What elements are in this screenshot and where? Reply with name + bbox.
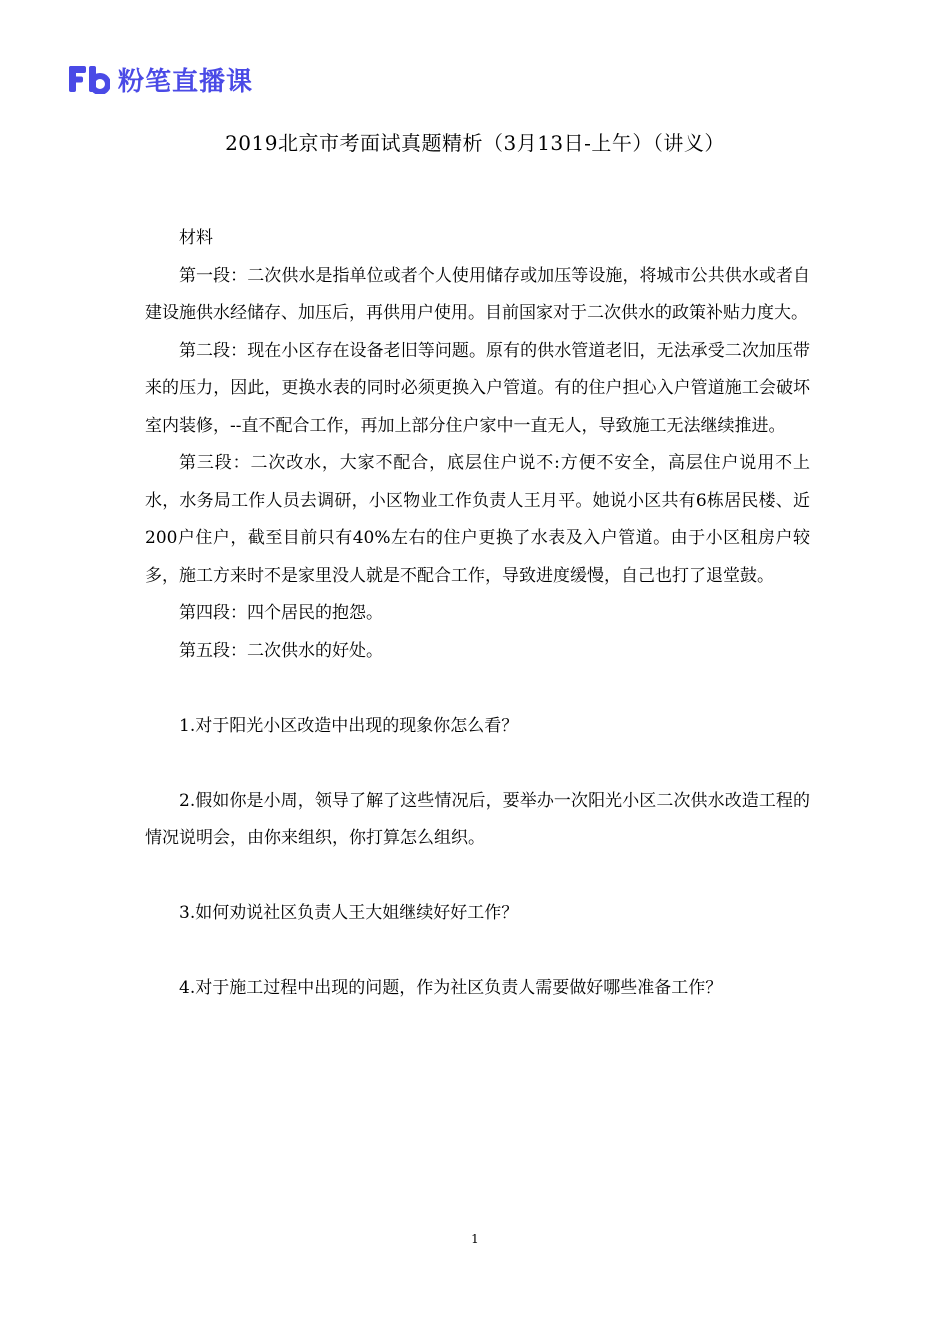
- paragraph: 第三段：二次改水，大家不配合，底层住户说不:方便不安全，高层住户说用不上水，水务局工作人员去调研，小区物业工作负责人王月平。她说小区共有6栋居民楼、近200户住户，截至目前只有40%左右的住户更换了水表及入户管道。由于小区租房户较多，施工方来时不是家里没人就是不配合工作，导致进度缓慢，自己也打了退堂鼓。: [145, 453, 810, 586]
- paragraph: 第一段：二次供水是指单位或者个人使用储存或加压等设施，将城市公共供水或者自建设施供水经储存、加压后，再供用户使用。目前国家对于二次供水的政策补贴力度大。: [145, 265, 810, 323]
- paragraph: 第四段：四个居民的抱怨。: [179, 603, 383, 623]
- brand-logo: [68, 62, 253, 96]
- question: 1.对于阳光小区改造中出现的现象你怎么看？: [179, 715, 519, 736]
- question: 2.假如你是小周，领导了解了这些情况后，要举办一次阳光小区二次供水改造工程的情况说明会，由你来组织，你打算怎么组织。: [145, 790, 810, 848]
- brand-name: 粉笔直播课: [118, 66, 254, 97]
- paragraph: 第二段：现在小区存在设备老旧等问题。原有的供水管道老旧，无法承受二次加压带来的压力，因此，更换水表的同时必须更换入户管道。有的住户担心入户管道施工会破坏室内装修，--直不配合工作，再加上部分住户家中一直无人，导致施工无法继续推进。: [145, 340, 810, 436]
- document-title: 2019北京市考面试真题精析（3月13日-上午）（讲义）: [225, 131, 725, 155]
- document-body: [145, 220, 810, 1008]
- fenbi-logo-icon: [68, 64, 110, 94]
- page-number: 1: [471, 1232, 479, 1246]
- question: 3.如何劝说社区负责人王大姐继续好好工作？: [179, 903, 519, 923]
- question: 4.对于施工过程中出现的问题，作为社区负责人需要做好哪些准备工作？: [179, 978, 723, 998]
- section-label: 材料: [179, 228, 213, 248]
- paragraph: 第五段：二次供水的好处。: [179, 640, 383, 661]
